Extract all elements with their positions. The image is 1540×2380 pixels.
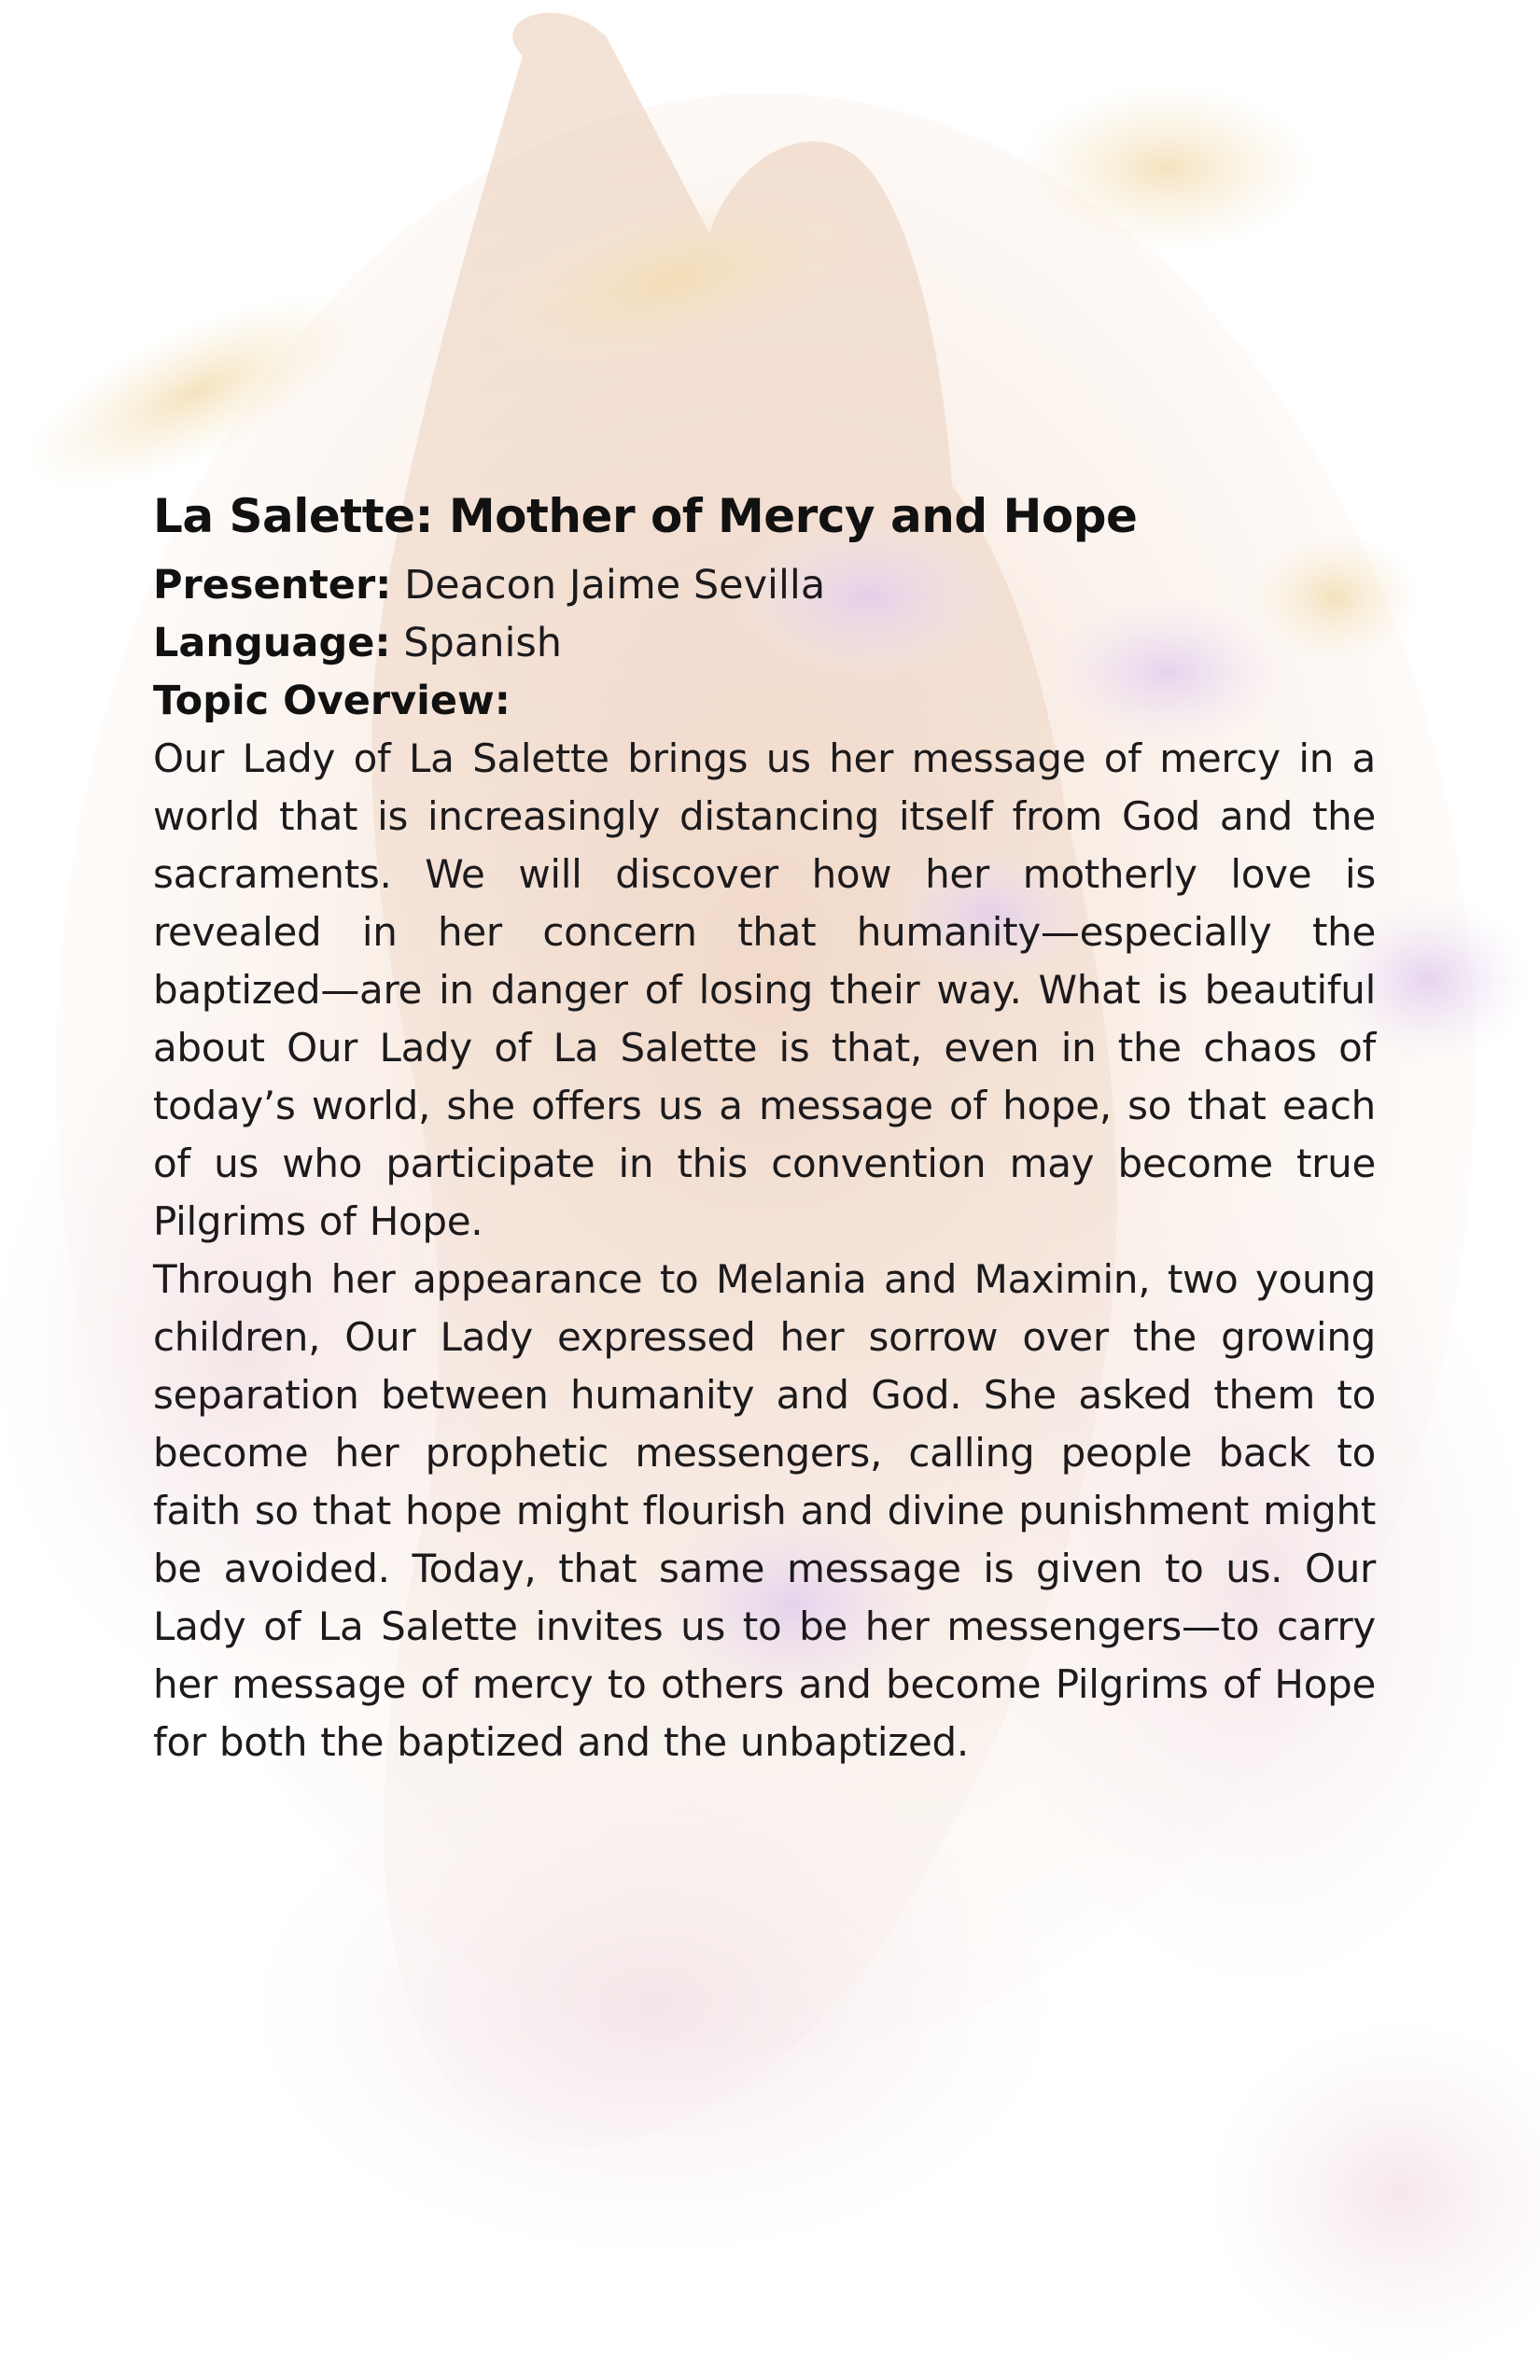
language-label: Language: <box>153 620 391 666</box>
overview-paragraph-1: Our Lady of La Salette brings us her message of mercy in a world that is increasingly distancing itself from God and the sacraments. We will discover how her motherly love is revealed in her concern that humanity—especially the baptized—are in danger of losing their way. What is beautiful about Our Lady of La Salette is that, even in the chaos of today’s world, she offers us a message of hope, so that each of us who participate in this convention may become true Pilgrims of Hope. <box>153 735 1376 1244</box>
topic-content <box>153 485 1376 1771</box>
topic-overview-label: Topic Overview: <box>153 678 511 724</box>
page-title: La Salette: Mother of Mercy and Hope <box>153 489 1138 543</box>
presenter-line <box>153 556 1376 614</box>
presenter-value: Deacon Jaime Sevilla <box>404 562 826 609</box>
presenter-label: Presenter: <box>153 562 392 609</box>
overview-paragraph-2: Through her appearance to Melania and Maximin, two young children, Our Lady expressed her sorrow over the growing separation between humanity and God. She asked them to become her prophetic messengers, calling people back to faith so that hope might flourish and divine punishment might be avoided. Today, that same message is given to us. Our Lady of La Salette invites us to be her messengers—to carry her message of mercy to others and become Pilgrims of Hope for both the baptized and the unbaptized. <box>153 1256 1376 1765</box>
language-value: Spanish <box>403 620 563 666</box>
language-line <box>153 614 1376 672</box>
